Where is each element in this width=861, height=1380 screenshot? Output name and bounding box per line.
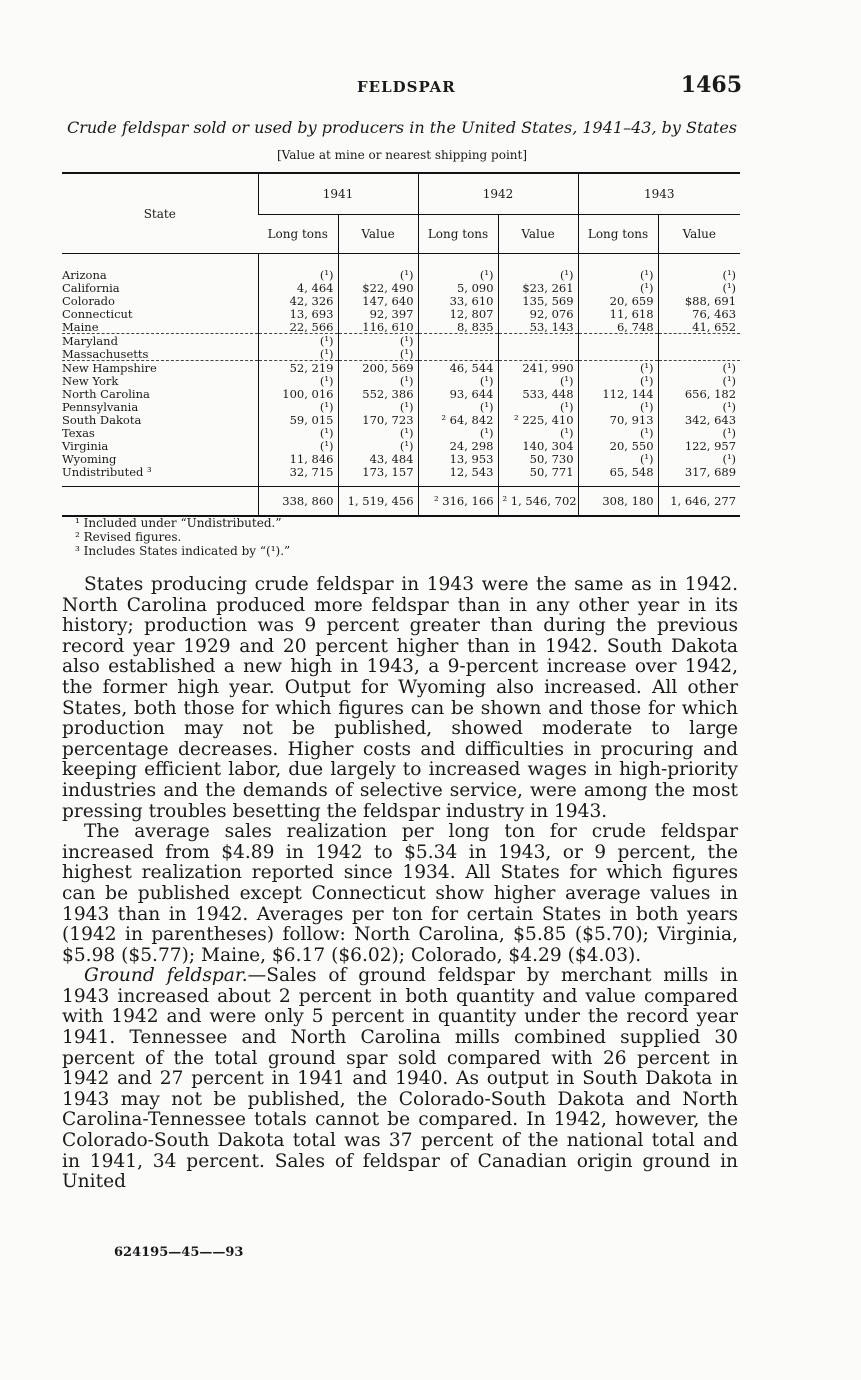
state-name: Maryland — [62, 333, 118, 348]
table-cell: 46, 544 — [418, 361, 498, 375]
state-name: Arizona — [62, 267, 107, 282]
page-number: 1465 — [680, 72, 742, 98]
table-cell: 533, 448 — [498, 387, 578, 400]
sub-header: Long tons — [258, 215, 338, 254]
state-name: Undistributed ³ — [62, 464, 152, 479]
table-cell: (¹) — [258, 439, 338, 452]
table-cell: (¹) — [418, 254, 498, 282]
table-cell: (¹) — [418, 374, 498, 387]
table-cell — [578, 334, 658, 348]
table-cell: (¹) — [338, 334, 418, 348]
total-row — [62, 487, 740, 517]
table-cell: (¹) — [258, 334, 338, 348]
table-cell: 140, 304 — [498, 439, 578, 452]
table-cell — [578, 347, 658, 361]
table-cell: 92, 076 — [498, 307, 578, 320]
table-cell: (¹) — [338, 347, 418, 361]
table-row — [62, 439, 740, 452]
sub-header: Value — [498, 215, 578, 254]
state-name: Wyoming — [62, 451, 117, 466]
state-column-header: State — [62, 173, 258, 254]
table-cell: (¹) — [338, 400, 418, 413]
table-cell: (¹) — [578, 452, 658, 465]
table-cell: 92, 397 — [338, 307, 418, 320]
table-cell: 12, 543 — [418, 465, 498, 487]
feldspar-table — [62, 172, 740, 517]
table-cell: 11, 618 — [578, 307, 658, 320]
paragraph-ground-feldspar — [62, 966, 738, 1193]
table-cell: (¹) — [658, 254, 740, 282]
table-cell: 50, 730 — [498, 452, 578, 465]
table-row — [62, 347, 740, 361]
table-cell: 6, 748 — [578, 320, 658, 334]
state-name: Texas — [62, 425, 95, 440]
year-header-1943: 1943 — [578, 173, 740, 215]
table-cell: (¹) — [578, 281, 658, 294]
table-row — [62, 400, 740, 413]
table-row — [62, 334, 740, 348]
state-name: California — [62, 280, 120, 295]
table-cell: (¹) — [498, 254, 578, 282]
table-cell: 76, 463 — [658, 307, 740, 320]
table-row — [62, 465, 740, 487]
table-cell: 170, 723 — [338, 413, 418, 426]
table-cell: (¹) — [658, 452, 740, 465]
table-row — [62, 452, 740, 465]
table-title: Crude feldspar sold or used by producers in the United States, 1941–43, by States — [66, 118, 738, 137]
table-cell: ² 64, 842 — [418, 413, 498, 426]
table-cell: 147, 640 — [338, 294, 418, 307]
table-cell: 20, 659 — [578, 294, 658, 307]
table-cell: 12, 807 — [418, 307, 498, 320]
footnote: ² Revised figures. — [75, 530, 182, 544]
table-row — [62, 426, 740, 439]
table-cell: (¹) — [338, 254, 418, 282]
table-cell: 5, 090 — [418, 281, 498, 294]
table-row — [62, 320, 740, 334]
table-cell — [498, 334, 578, 348]
table-cell: (¹) — [578, 361, 658, 375]
table-cell: 53, 143 — [498, 320, 578, 334]
state-name: New Hampshire — [62, 360, 157, 375]
table-cell: 65, 548 — [578, 465, 658, 487]
sub-header: Value — [338, 215, 418, 254]
footnote: ¹ Included under “Undistributed.” — [75, 516, 282, 530]
table-cell — [418, 334, 498, 348]
table-cell: $22, 490 — [338, 281, 418, 294]
body-text — [62, 575, 738, 1193]
table-footnotes — [75, 516, 290, 558]
running-title: FELDSPAR — [357, 78, 456, 96]
table-cell: (¹) — [258, 374, 338, 387]
table-cell: 317, 689 — [658, 465, 740, 487]
table-cell: (¹) — [578, 254, 658, 282]
table-body — [62, 254, 740, 487]
table-cell: (¹) — [658, 361, 740, 375]
table-cell: 22, 566 — [258, 320, 338, 334]
section-text: —Sales of ground feldspar by merchant mills in 1943 increased about 2 percent in both quantity and value compared with 1942 and were only 5 percent in quantity under the record year 1941. Tennessee and North Carolina mills combined supplied 30 percent of the total ground spar sold compared with 26 percent in 1942 and 27 percent in 1941 and 1940. As output in South Dakota in 1943 may not be published, the Colorado-South Dakota and North Carolina-Tennessee totals cannot be compared. In 1942, however, the Colorado-South Dakota total was 37 percent of the national total and in 1941, 34 percent. Sales of feldspar of Canadian origin ground in United — [62, 965, 738, 1193]
year-header-1942: 1942 — [418, 173, 578, 215]
state-name: New York — [62, 373, 119, 388]
paragraph: States producing crude feldspar in 1943 were the same as in 1942. North Carolina produced more feldspar than in any other year in its history; production was 9 percent greater than during the previous record year 1929 and 20 percent higher than in 1942. South Dakota also established a new high in 1943, a 9-percent increase over 1942, the former high year. Output for Wyoming also increased. All other States, both those for which figures can be shown and those for which production may not be published, showed moderate to large percentage decreases. Higher costs and difficulties in procuring and keeping efficient labor, due largely to increased wages in high-priority industries and the demands of selective service, were among the most pressing troubles besetting the feldspar industry in 1943. — [62, 574, 738, 822]
total-cell: ² 316, 166 — [418, 487, 498, 517]
state-name: Massachusetts — [62, 347, 258, 361]
table-cell — [418, 347, 498, 361]
table-cell: 135, 569 — [498, 294, 578, 307]
print-code: 624195—45——93 — [114, 1245, 244, 1260]
table-cell: (¹) — [258, 400, 338, 413]
table-cell: ² 225, 410 — [498, 413, 578, 426]
table-row — [62, 413, 740, 426]
year-header-1941: 1941 — [258, 173, 418, 215]
table-cell: (¹) — [658, 400, 740, 413]
table-cell: (¹) — [658, 374, 740, 387]
table-cell: (¹) — [498, 426, 578, 439]
table-cell: (¹) — [258, 426, 338, 439]
state-name: South Dakota — [62, 412, 142, 427]
table-cell: (¹) — [418, 426, 498, 439]
table-cell: (¹) — [658, 281, 740, 294]
table-cell: 24, 298 — [418, 439, 498, 452]
table-row — [62, 294, 740, 307]
feldspar-table-container — [62, 172, 740, 517]
table-cell: $23, 261 — [498, 281, 578, 294]
table-cell: 4, 464 — [258, 281, 338, 294]
footnote: ³ Includes States indicated by “(¹).” — [75, 544, 291, 558]
table-cell: 173, 157 — [338, 465, 418, 487]
state-name: Pennsylvania — [62, 399, 139, 414]
total-cell: 1, 646, 277 — [658, 487, 740, 517]
table-cell: 122, 957 — [658, 439, 740, 452]
table-cell: 70, 913 — [578, 413, 658, 426]
table-cell — [658, 347, 740, 361]
table-cell: 93, 644 — [418, 387, 498, 400]
table-cell: 13, 953 — [418, 452, 498, 465]
table-cell: 100, 016 — [258, 387, 338, 400]
table-cell: (¹) — [258, 254, 338, 282]
table-cell: 33, 610 — [418, 294, 498, 307]
section-lead: Ground feldspar. — [84, 965, 248, 987]
table-cell: 20, 550 — [578, 439, 658, 452]
page-header — [62, 72, 742, 102]
table-cell: 41, 652 — [658, 320, 740, 334]
sub-header: Long tons — [578, 215, 658, 254]
table-cell — [498, 347, 578, 361]
table-cell: 32, 715 — [258, 465, 338, 487]
sub-header: Value — [658, 215, 740, 254]
state-name: Virginia — [62, 438, 109, 453]
table-cell: (¹) — [338, 374, 418, 387]
table-cell: (¹) — [578, 400, 658, 413]
table-cell: (¹) — [658, 426, 740, 439]
table-cell: (¹) — [338, 426, 418, 439]
state-name: Connecticut — [62, 306, 133, 321]
table-cell: $88, 691 — [658, 294, 740, 307]
table-cell: 656, 182 — [658, 387, 740, 400]
table-cell: 8, 835 — [418, 320, 498, 334]
table-cell: (¹) — [338, 439, 418, 452]
sub-header: Long tons — [418, 215, 498, 254]
state-name: Maine — [62, 320, 258, 334]
table-cell: 552, 386 — [338, 387, 418, 400]
table-cell — [658, 334, 740, 348]
table-cell: (¹) — [498, 400, 578, 413]
table-cell: (¹) — [578, 426, 658, 439]
table-cell: 116, 610 — [338, 320, 418, 334]
table-cell: 42, 326 — [258, 294, 338, 307]
table-cell: 59, 015 — [258, 413, 338, 426]
table-cell: (¹) — [258, 347, 338, 361]
table-row — [62, 361, 740, 375]
table-row — [62, 387, 740, 400]
paragraph: The average sales realization per long ton for crude feldspar increased from $4.89 in 1942 to $5.34 in 1943, or 9 percent, the highest realization reported since 1934. All States for which figures can be published except Connecticut show higher average values in 1943 than in 1942. Averages per ton for certain States in both years (1942 in parentheses) follow: North Carolina, $5.85 ($5.70); Virginia, $5.98 ($5.77); Maine, $6.17 ($6.02); Colorado, $4.29 ($4.03). — [62, 821, 738, 966]
table-cell: 200, 569 — [338, 361, 418, 375]
table-cell: 13, 693 — [258, 307, 338, 320]
table-subtitle: [Value at mine or nearest shipping point] — [276, 148, 528, 162]
table-cell: 342, 643 — [658, 413, 740, 426]
table-row — [62, 374, 740, 387]
table-cell: (¹) — [498, 374, 578, 387]
table-cell: (¹) — [418, 400, 498, 413]
table-row — [62, 281, 740, 294]
total-label — [62, 487, 258, 517]
table-cell: 43, 484 — [338, 452, 418, 465]
state-name: Colorado — [62, 293, 115, 308]
table-cell: 52, 219 — [258, 361, 338, 375]
total-cell: 308, 180 — [578, 487, 658, 517]
table-cell: 241, 990 — [498, 361, 578, 375]
table-cell: 50, 771 — [498, 465, 578, 487]
total-cell: ² 1, 546, 702 — [498, 487, 578, 517]
total-cell: 1, 519, 456 — [338, 487, 418, 517]
total-cell: 338, 860 — [258, 487, 338, 517]
state-name: North Carolina — [62, 386, 150, 401]
table-cell: 11, 846 — [258, 452, 338, 465]
table-row — [62, 307, 740, 320]
table-row — [62, 254, 740, 282]
table-cell: (¹) — [578, 374, 658, 387]
table-cell: 112, 144 — [578, 387, 658, 400]
